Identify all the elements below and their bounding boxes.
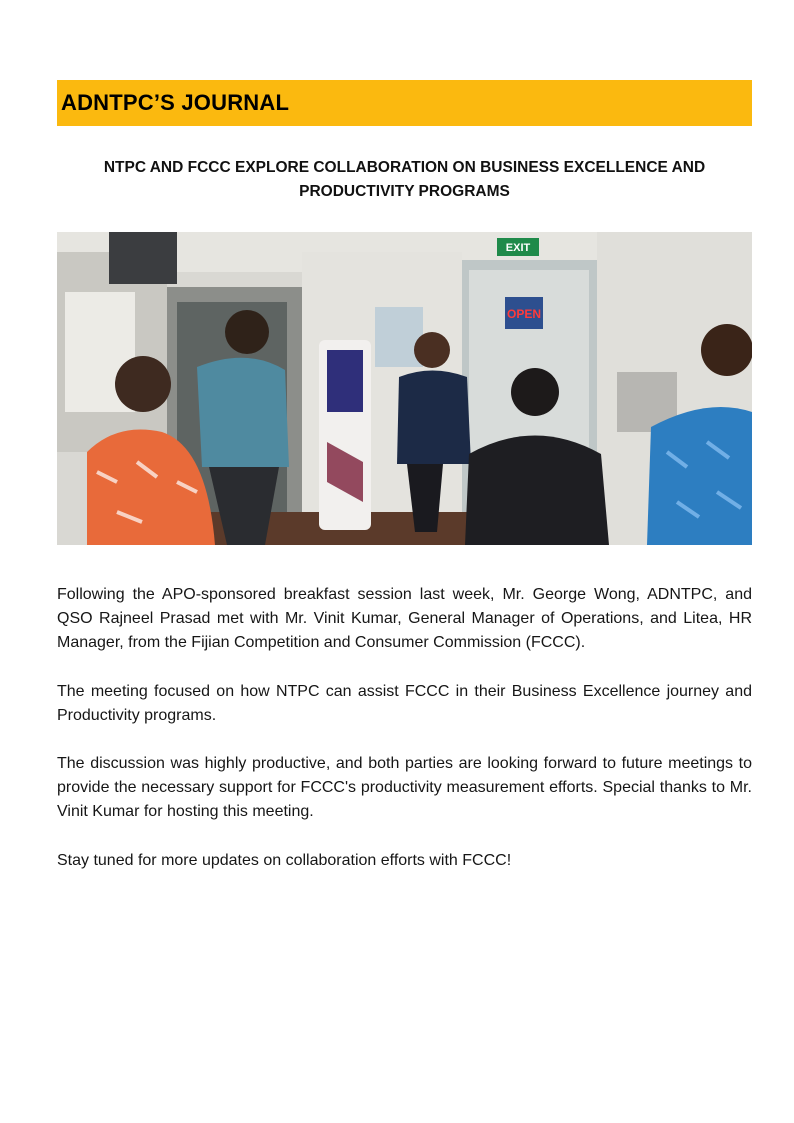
article-headline: NTPC AND FCCC EXPLORE COLLABORATION ON BUSINESS EXCELLENCE AND PRODUCTIVITY PROGRAMS — [103, 159, 706, 200]
meeting-photo — [57, 232, 752, 545]
journal-title: ADNTPC’S JOURNAL — [61, 90, 290, 115]
exit-sign-text: EXIT — [505, 242, 531, 254]
journal-banner — [57, 80, 752, 126]
article-paragraph: Following the APO-sponsored breakfast session last week, Mr. George Wong, ADNTPC, and QSO Rajneel Prasad met with Mr. Vinit Kumar, General Manager of Operations, and Litea, HR Manager, from the Fijian Competition and Consumer Commission (FCCC). — [57, 586, 752, 652]
article-paragraph: The discussion was highly productive, and both parties are looking forward to future meetings to provide the necessary support for FCCC's productivity measurement efforts. Special thanks to Mr. Vinit Kumar for hosting this meeting. — [57, 755, 752, 821]
open-sign-text: OPEN — [506, 307, 542, 321]
article-paragraph: Stay tuned for more updates on collaboration efforts with FCCC! — [57, 851, 512, 869]
article-paragraph: The meeting focused on how NTPC can assist FCCC in their Business Excellence journey and Productivity programs. — [57, 682, 752, 724]
article-body — [57, 583, 752, 897]
